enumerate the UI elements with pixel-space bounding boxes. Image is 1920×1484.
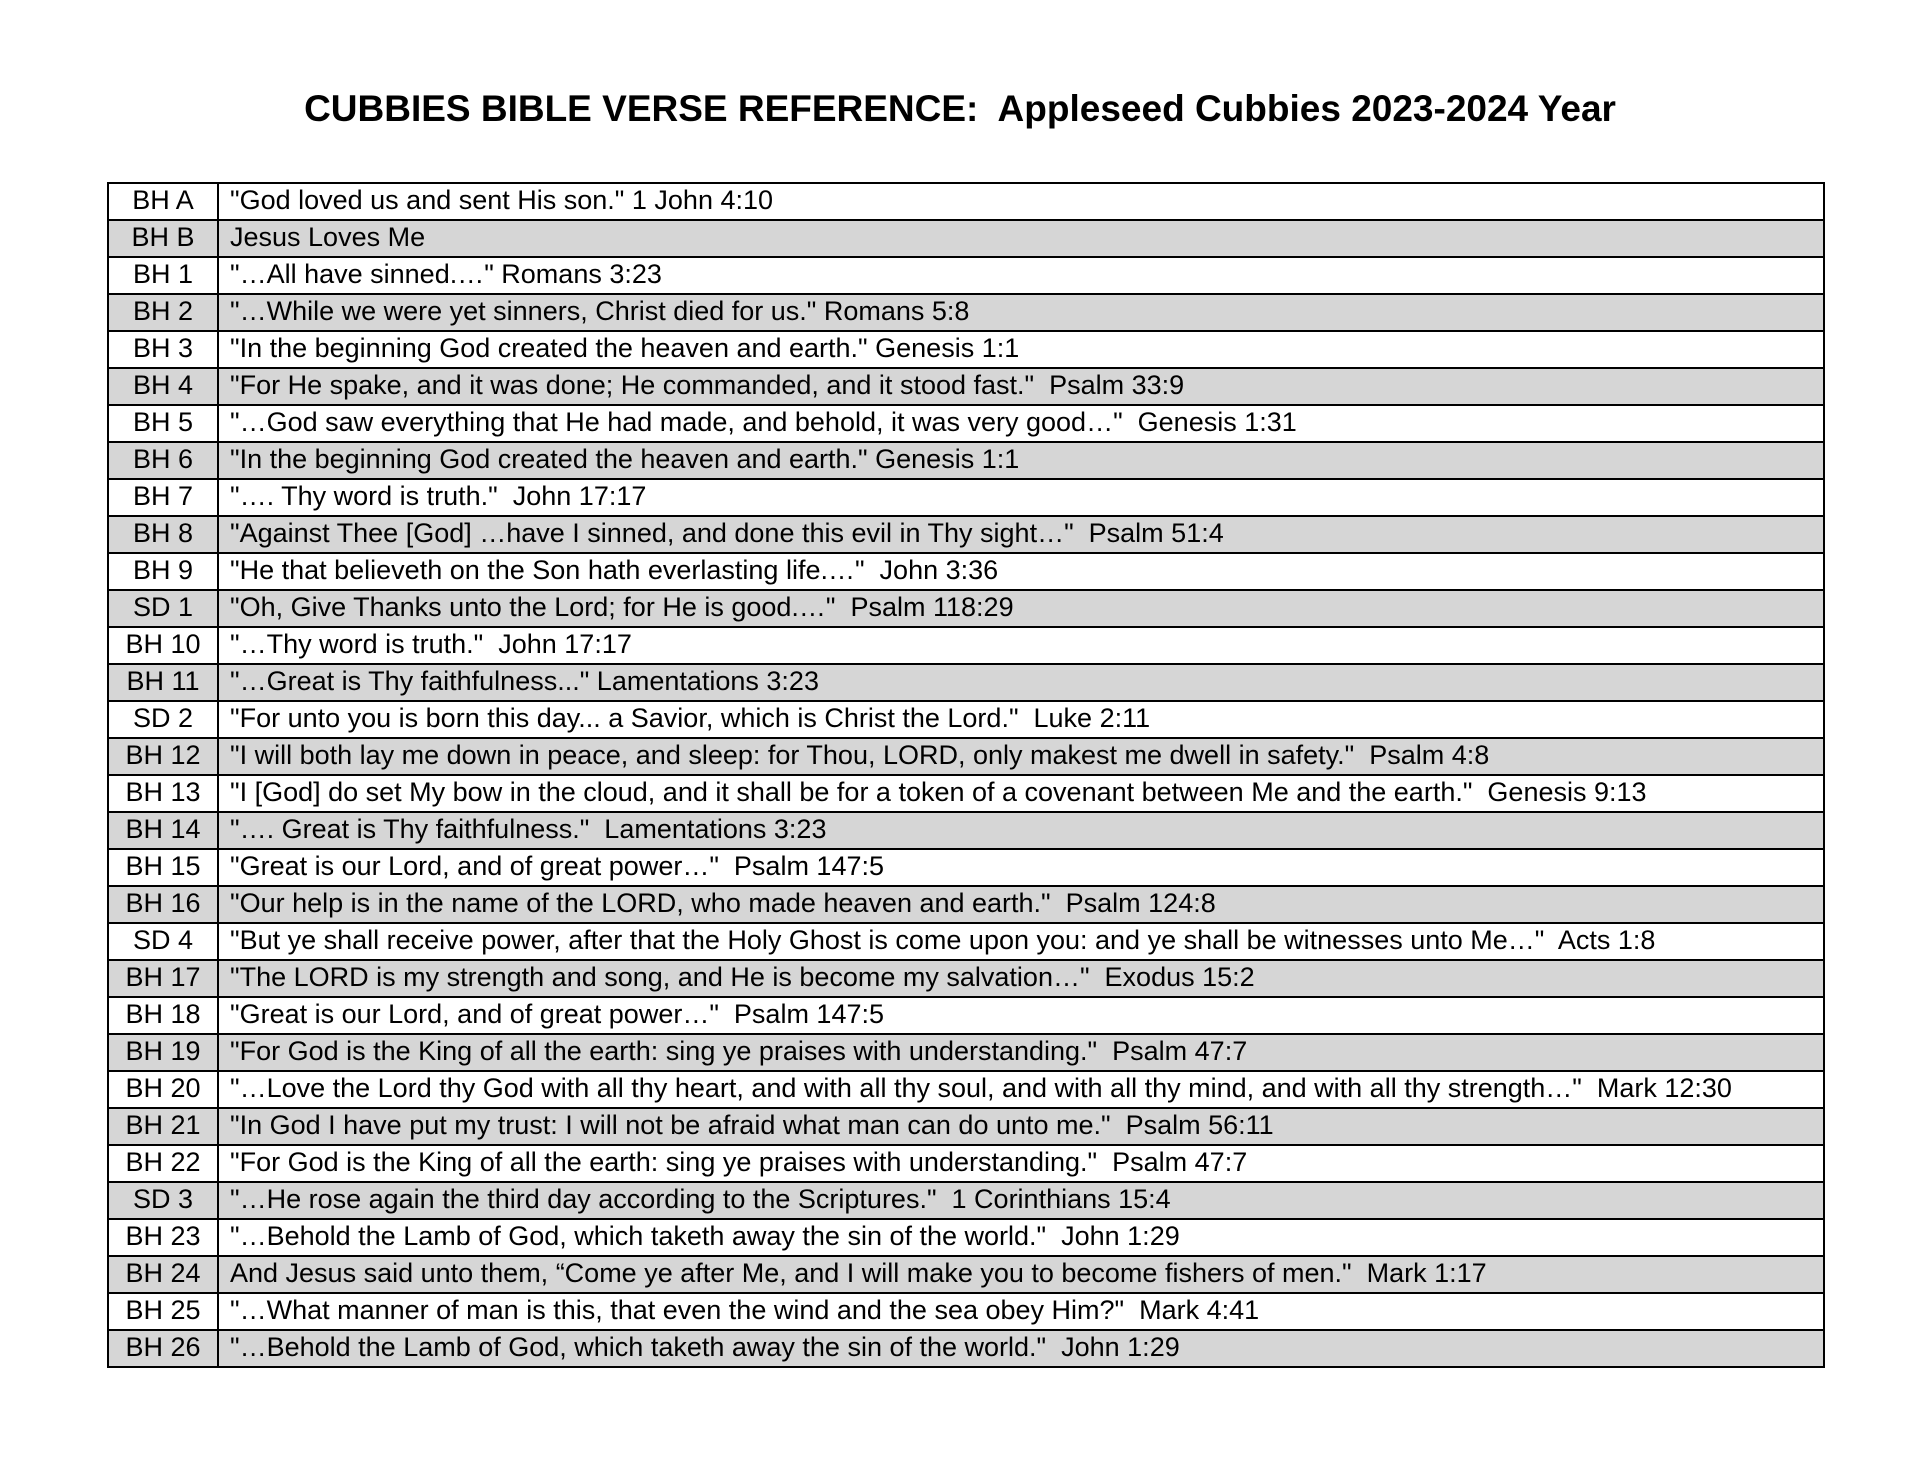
badge-code-cell: BH 17 xyxy=(108,960,218,997)
verse-cell: "…He rose again the third day according to the Scriptures." 1 Corinthians 15:4 xyxy=(218,1182,1824,1219)
verse-cell: "The LORD is my strength and song, and He is become my salvation…" Exodus 15:2 xyxy=(218,960,1824,997)
badge-code-cell: BH 22 xyxy=(108,1145,218,1182)
verse-cell: "…All have sinned.…" Romans 3:23 xyxy=(218,257,1824,294)
page-title: CUBBIES BIBLE VERSE REFERENCE: Appleseed Cubbies 2023-2024 Year xyxy=(304,88,1616,129)
verse-cell: And Jesus said unto them, “Come ye after Me, and I will make you to become fishers of men." Mark 1:17 xyxy=(218,1256,1824,1293)
badge-code-cell: BH 8 xyxy=(108,516,218,553)
badge-code-cell: BH 13 xyxy=(108,775,218,812)
table-row xyxy=(108,294,1824,331)
badge-code-cell: BH B xyxy=(108,220,218,257)
table-row xyxy=(108,923,1824,960)
table-row xyxy=(108,775,1824,812)
verse-cell: "…Love the Lord thy God with all thy heart, and with all thy soul, and with all thy mind, and with all thy strength…" Mark 12:30 xyxy=(218,1071,1824,1108)
table-row xyxy=(108,1256,1824,1293)
table-row xyxy=(108,516,1824,553)
verse-cell: "…. Thy word is truth." John 17:17 xyxy=(218,479,1824,516)
table-row xyxy=(108,331,1824,368)
table-row xyxy=(108,183,1824,220)
verse-cell: "For He spake, and it was done; He commanded, and it stood fast." Psalm 33:9 xyxy=(218,368,1824,405)
verse-cell: "For God is the King of all the earth: sing ye praises with understanding." Psalm 47:7 xyxy=(218,1034,1824,1071)
verse-cell: "…Thy word is truth." John 17:17 xyxy=(218,627,1824,664)
table-row xyxy=(108,627,1824,664)
badge-code-cell: BH 9 xyxy=(108,553,218,590)
table-row xyxy=(108,1108,1824,1145)
table-row xyxy=(108,664,1824,701)
verse-cell: "…While we were yet sinners, Christ died for us." Romans 5:8 xyxy=(218,294,1824,331)
badge-code-cell: BH 18 xyxy=(108,997,218,1034)
verse-cell: "I will both lay me down in peace, and sleep: for Thou, LORD, only makest me dwell in safety." Psalm 4:8 xyxy=(218,738,1824,775)
badge-code-cell: SD 4 xyxy=(108,923,218,960)
table-row xyxy=(108,257,1824,294)
table-row xyxy=(108,886,1824,923)
badge-code-cell: BH 23 xyxy=(108,1219,218,1256)
verse-cell: "…. Great is Thy faithfulness." Lamentations 3:23 xyxy=(218,812,1824,849)
badge-code-cell: BH 14 xyxy=(108,812,218,849)
table-row xyxy=(108,220,1824,257)
verse-cell: "In the beginning God created the heaven and earth." Genesis 1:1 xyxy=(218,331,1824,368)
verse-cell: "In the beginning God created the heaven and earth." Genesis 1:1 xyxy=(218,442,1824,479)
badge-code-cell: SD 3 xyxy=(108,1182,218,1219)
badge-code-cell: BH 1 xyxy=(108,257,218,294)
table-row xyxy=(108,812,1824,849)
badge-code-cell: BH 20 xyxy=(108,1071,218,1108)
table-row xyxy=(108,1145,1824,1182)
badge-code-cell: BH 11 xyxy=(108,664,218,701)
badge-code-cell: BH 19 xyxy=(108,1034,218,1071)
badge-code-cell: BH 5 xyxy=(108,405,218,442)
verse-cell: "…God saw everything that He had made, and behold, it was very good…" Genesis 1:31 xyxy=(218,405,1824,442)
verse-cell: "He that believeth on the Son hath everlasting life.…" John 3:36 xyxy=(218,553,1824,590)
table-row xyxy=(108,997,1824,1034)
table-row xyxy=(108,553,1824,590)
table-row xyxy=(108,479,1824,516)
table-row xyxy=(108,701,1824,738)
table-row xyxy=(108,1219,1824,1256)
verse-cell: "Against Thee [God] …have I sinned, and done this evil in Thy sight…" Psalm 51:4 xyxy=(218,516,1824,553)
badge-code-cell: BH 4 xyxy=(108,368,218,405)
verse-cell: "Oh, Give Thanks unto the Lord; for He is good.…" Psalm 118:29 xyxy=(218,590,1824,627)
badge-code-cell: BH 2 xyxy=(108,294,218,331)
verse-cell: Jesus Loves Me xyxy=(218,220,1824,257)
badge-code-cell: BH 16 xyxy=(108,886,218,923)
verse-cell: "Our help is in the name of the LORD, who made heaven and earth." Psalm 124:8 xyxy=(218,886,1824,923)
badge-code-cell: BH 21 xyxy=(108,1108,218,1145)
table-row xyxy=(108,405,1824,442)
badge-code-cell: BH 10 xyxy=(108,627,218,664)
verse-cell: "Great is our Lord, and of great power…" Psalm 147:5 xyxy=(218,997,1824,1034)
badge-code-cell: SD 2 xyxy=(108,701,218,738)
table-row xyxy=(108,960,1824,997)
verse-table-body xyxy=(108,183,1824,1367)
badge-code-cell: SD 1 xyxy=(108,590,218,627)
table-row xyxy=(108,1330,1824,1367)
badge-code-cell: BH 7 xyxy=(108,479,218,516)
verse-cell: "For unto you is born this day... a Savior, which is Christ the Lord." Luke 2:11 xyxy=(218,701,1824,738)
badge-code-cell: BH 6 xyxy=(108,442,218,479)
badge-code-cell: BH 3 xyxy=(108,331,218,368)
verse-cell: "But ye shall receive power, after that the Holy Ghost is come upon you: and ye shall be witnesses unto Me…" Acts 1:8 xyxy=(218,923,1824,960)
badge-code-cell: BH 12 xyxy=(108,738,218,775)
table-row xyxy=(108,1182,1824,1219)
table-row xyxy=(108,590,1824,627)
verse-cell: "I [God] do set My bow in the cloud, and it shall be for a token of a covenant between Me and the earth." Genesis 9:13 xyxy=(218,775,1824,812)
table-row xyxy=(108,738,1824,775)
table-row xyxy=(108,1034,1824,1071)
badge-code-cell: BH 26 xyxy=(108,1330,218,1367)
table-row xyxy=(108,849,1824,886)
verse-cell: "…Behold the Lamb of God, which taketh away the sin of the world." John 1:29 xyxy=(218,1330,1824,1367)
verse-cell: "…Behold the Lamb of God, which taketh away the sin of the world." John 1:29 xyxy=(218,1219,1824,1256)
badge-code-cell: BH 25 xyxy=(108,1293,218,1330)
badge-code-cell: BH 15 xyxy=(108,849,218,886)
table-row xyxy=(108,1071,1824,1108)
verse-cell: "Great is our Lord, and of great power…" Psalm 147:5 xyxy=(218,849,1824,886)
verse-cell: "…Great is Thy faithfulness..." Lamentations 3:23 xyxy=(218,664,1824,701)
table-row xyxy=(108,368,1824,405)
verse-table xyxy=(107,182,1825,1368)
table-row xyxy=(108,442,1824,479)
badge-code-cell: BH A xyxy=(108,183,218,220)
verse-cell: "In God I have put my trust: I will not be afraid what man can do unto me." Psalm 56:11 xyxy=(218,1108,1824,1145)
verse-cell: "God loved us and sent His son." 1 John 4:10 xyxy=(218,183,1824,220)
badge-code-cell: BH 24 xyxy=(108,1256,218,1293)
table-row xyxy=(108,1293,1824,1330)
verse-cell: "For God is the King of all the earth: sing ye praises with understanding." Psalm 47:7 xyxy=(218,1145,1824,1182)
verse-cell: "…What manner of man is this, that even the wind and the sea obey Him?" Mark 4:41 xyxy=(218,1293,1824,1330)
